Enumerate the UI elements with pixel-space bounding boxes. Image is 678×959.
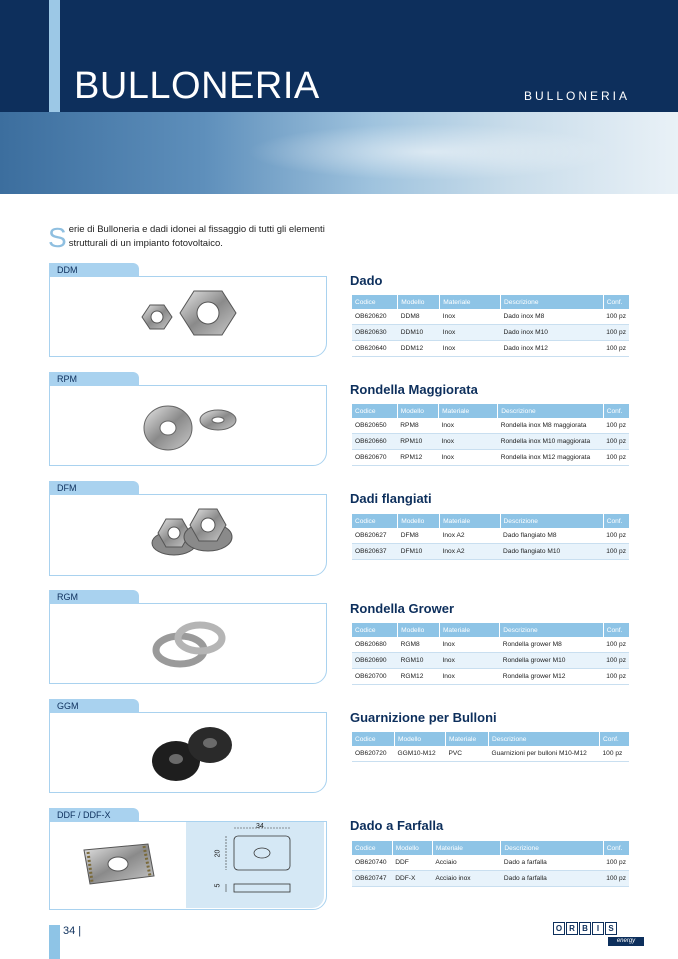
col-materiale: Materiale xyxy=(439,404,498,418)
cell: Rondella grower M8 xyxy=(500,637,603,653)
cell: GGM10-M12 xyxy=(395,746,446,762)
cell: 100 pz xyxy=(603,325,629,341)
logo-letter: I xyxy=(592,922,604,935)
cell: OB620660 xyxy=(352,434,397,450)
channel-nut-icon xyxy=(78,834,158,894)
col-conf: Conf. xyxy=(603,404,629,418)
cell: OB620637 xyxy=(352,544,398,560)
flange-nut-icon xyxy=(146,503,236,567)
product-tag-rgm: RGM xyxy=(49,590,139,604)
cell: 100 pz xyxy=(603,341,629,357)
cell: OB620740 xyxy=(352,855,392,871)
table-row xyxy=(352,309,629,325)
cell: RGM12 xyxy=(398,669,440,685)
dimension-drawing-icon xyxy=(186,822,324,908)
cell: 100 pz xyxy=(603,871,629,887)
col-descrizione: Descrizione xyxy=(501,295,604,309)
product-tag-ddf: DDF / DDF-X xyxy=(49,808,139,822)
logo-letter: S xyxy=(605,922,617,935)
section-title-dadi-flangiati: Dadi flangiati xyxy=(350,491,432,506)
cell: 100 pz xyxy=(603,653,629,669)
cell: 100 pz xyxy=(603,544,629,560)
col-codice: Codice xyxy=(352,514,398,528)
cell: Inox xyxy=(439,450,498,466)
washer-icon xyxy=(138,396,248,456)
col-conf: Conf. xyxy=(603,295,629,309)
cell: Rondella grower M10 xyxy=(500,653,603,669)
cell: RPM12 xyxy=(397,450,438,466)
col-materiale: Materiale xyxy=(446,732,489,746)
cell: 100 pz xyxy=(603,418,629,434)
col-modello: Modello xyxy=(395,732,446,746)
cell: Dado inox M10 xyxy=(501,325,604,341)
product-image-box-ddm xyxy=(49,276,327,357)
col-materiale: Materiale xyxy=(440,295,501,309)
col-conf: Conf. xyxy=(603,623,629,637)
col-conf: Conf. xyxy=(603,841,629,855)
product-table-rondella-maggiorata xyxy=(352,404,629,466)
header-accent-strip xyxy=(49,0,60,112)
cell: Dado a farfalla xyxy=(501,871,603,887)
section-title-dado: Dado xyxy=(350,273,383,288)
product-image-box-dfm xyxy=(49,494,327,576)
logo-subtitle: energy xyxy=(608,937,644,946)
cell: Inox xyxy=(440,309,501,325)
col-materiale: Materiale xyxy=(432,841,501,855)
logo-letter: B xyxy=(579,922,591,935)
cell: DDF-X xyxy=(392,871,432,887)
table-row xyxy=(352,434,629,450)
orbis-logo xyxy=(553,922,618,935)
cell: DFM10 xyxy=(398,544,440,560)
intro-text: erie di Bulloneria e dadi idonei al fissaggio di tutti gli elementi strutturali di un impianto fotovoltaico. xyxy=(68,224,325,249)
product-image-box-rpm xyxy=(49,385,327,466)
cell: Inox xyxy=(439,637,499,653)
cell: OB620620 xyxy=(352,309,398,325)
cell: DDM10 xyxy=(398,325,440,341)
cell: 100 pz xyxy=(600,746,630,762)
col-materiale: Materiale xyxy=(440,514,500,528)
cell: OB620690 xyxy=(352,653,398,669)
col-modello: Modello xyxy=(398,514,440,528)
cell: OB620640 xyxy=(352,341,398,357)
cell: RGM10 xyxy=(398,653,440,669)
col-descrizione: Descrizione xyxy=(498,404,603,418)
cell: Guarnizioni per bulloni M10-M12 xyxy=(489,746,600,762)
table-row xyxy=(352,544,629,560)
dim-width-label: 34 xyxy=(256,823,264,830)
cell: OB620700 xyxy=(352,669,398,685)
section-title-guarnizione: Guarnizione per Bulloni xyxy=(350,710,497,725)
table-row xyxy=(352,855,629,871)
table-row xyxy=(352,871,629,887)
cell: Dado flangiato M10 xyxy=(500,544,603,560)
cell: Inox A2 xyxy=(440,528,500,544)
table-row xyxy=(352,653,629,669)
cell: Dado inox M12 xyxy=(501,341,604,357)
cell: OB620627 xyxy=(352,528,398,544)
header-bar xyxy=(0,0,678,112)
cell: Rondella inox M8 maggiorata xyxy=(498,418,603,434)
col-modello: Modello xyxy=(398,295,440,309)
col-conf: Conf. xyxy=(600,732,630,746)
cell: OB620720 xyxy=(352,746,395,762)
rubber-grommet-icon xyxy=(146,721,242,787)
cell: OB620670 xyxy=(352,450,397,466)
cell: 100 pz xyxy=(603,434,629,450)
page-number-value: 34 xyxy=(63,925,76,937)
section-title-dado-farfalla: Dado a Farfalla xyxy=(350,818,444,833)
table-row xyxy=(352,450,629,466)
product-table-rondella-grower xyxy=(352,623,629,685)
col-conf: Conf. xyxy=(603,514,629,528)
cell: OB620680 xyxy=(352,637,398,653)
drop-cap: S xyxy=(48,222,67,253)
product-table-guarnizione xyxy=(352,732,629,762)
product-table-dado xyxy=(352,295,629,357)
page-title: BULLONERIA xyxy=(74,65,320,107)
cell: RGM8 xyxy=(398,637,440,653)
intro-paragraph xyxy=(48,223,338,251)
product-tag-ddm: DDM xyxy=(49,263,139,277)
cell: DFM8 xyxy=(398,528,440,544)
col-codice: Codice xyxy=(352,295,398,309)
col-materiale: Materiale xyxy=(439,623,499,637)
col-modello: Modello xyxy=(398,623,440,637)
cell: Inox xyxy=(439,418,498,434)
page-number: 34 | xyxy=(63,925,82,937)
col-modello: Modello xyxy=(392,841,432,855)
cell: Inox xyxy=(440,341,501,357)
product-image-box-rgm xyxy=(49,603,327,684)
cell: Dado inox M8 xyxy=(501,309,604,325)
cell: 100 pz xyxy=(603,637,629,653)
cell: Inox A2 xyxy=(440,544,500,560)
cell: 100 pz xyxy=(603,855,629,871)
cell: 100 pz xyxy=(603,669,629,685)
header-banner-image xyxy=(0,112,678,194)
cell: Acciaio inox xyxy=(432,871,501,887)
col-codice: Codice xyxy=(352,841,392,855)
cell: RPM8 xyxy=(397,418,438,434)
table-row xyxy=(352,325,629,341)
cell: DDF xyxy=(392,855,432,871)
cell: DDM8 xyxy=(398,309,440,325)
cell: Rondella grower M12 xyxy=(500,669,603,685)
cell: Dado a farfalla xyxy=(501,855,603,871)
col-descrizione: Descrizione xyxy=(501,841,603,855)
col-codice: Codice xyxy=(352,404,397,418)
logo-letter: R xyxy=(566,922,578,935)
section-title-rondella-grower: Rondella Grower xyxy=(350,601,455,616)
cell: OB620650 xyxy=(352,418,397,434)
product-table-dadi-flangiati xyxy=(352,514,629,560)
spring-washer-icon xyxy=(146,614,232,674)
product-tag-ggm: GGM xyxy=(49,699,139,713)
cell: 100 pz xyxy=(603,450,629,466)
hex-nut-icon xyxy=(130,283,250,351)
col-descrizione: Descrizione xyxy=(500,623,603,637)
col-descrizione: Descrizione xyxy=(489,732,600,746)
product-table-dado-farfalla xyxy=(352,841,629,887)
cell: Inox xyxy=(440,325,501,341)
cell: DDM12 xyxy=(398,341,440,357)
cell: Dado flangiato M8 xyxy=(500,528,603,544)
footer-accent-bar xyxy=(49,925,60,959)
col-modello: Modello xyxy=(397,404,438,418)
table-row xyxy=(352,528,629,544)
product-image-box-ggm xyxy=(49,712,327,793)
dim-height-label: 20 xyxy=(214,849,222,858)
section-title-rondella-maggiorata: Rondella Maggiorata xyxy=(350,382,478,397)
cell: OB620630 xyxy=(352,325,398,341)
cell: Inox xyxy=(439,434,498,450)
cell: Inox xyxy=(439,669,499,685)
product-tag-rpm: RPM xyxy=(49,372,139,386)
cell: Rondella inox M12 maggiorata xyxy=(498,450,603,466)
table-row xyxy=(352,418,629,434)
cell: RPM10 xyxy=(397,434,438,450)
dim-thickness-label: 5 xyxy=(214,883,222,888)
cell: Inox xyxy=(439,653,499,669)
cell: Rondella inox M10 maggiorata xyxy=(498,434,603,450)
table-row xyxy=(352,669,629,685)
technical-drawing-ddf xyxy=(186,822,324,908)
table-row xyxy=(352,637,629,653)
table-row xyxy=(352,746,629,762)
cell: OB620747 xyxy=(352,871,392,887)
page-subtitle: BULLONERIA xyxy=(523,89,630,103)
logo-letter: O xyxy=(553,922,565,935)
col-codice: Codice xyxy=(352,623,398,637)
col-codice: Codice xyxy=(352,732,395,746)
cell: 100 pz xyxy=(603,528,629,544)
cell: 100 pz xyxy=(603,309,629,325)
col-descrizione: Descrizione xyxy=(500,514,603,528)
product-tag-dfm: DFM xyxy=(49,481,139,495)
cell: Acciaio xyxy=(432,855,501,871)
cell: PVC xyxy=(446,746,489,762)
table-row xyxy=(352,341,629,357)
